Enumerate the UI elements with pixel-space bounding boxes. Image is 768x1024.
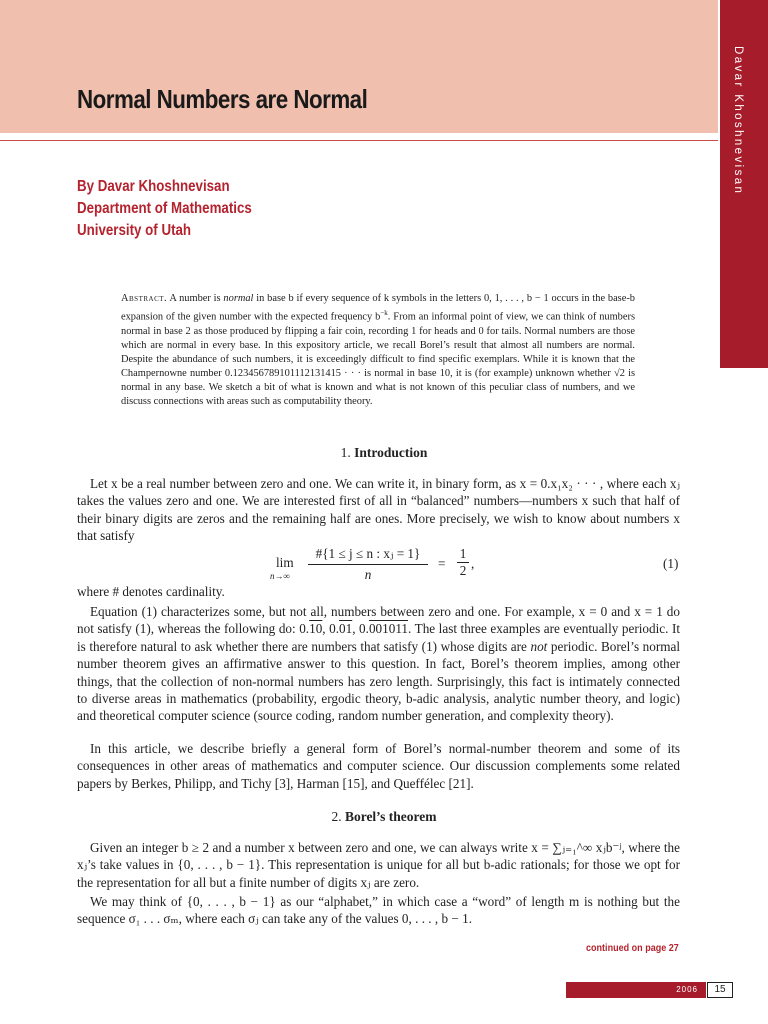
intro-paragraph-1 (77, 475, 680, 545)
eq-comma: , (471, 556, 475, 571)
abstract (121, 292, 635, 409)
intro-text-2c: periodic. Borel’s normal number theorem gives an affirmative answer to this question. In fact, Borel’s theorem implies, among other things, that the collection of non-normal numbers has zero length. Surprisingly, this fact is intimately connected to diverse areas in mathematics (probability, ergodic theory, b-adic analysis, analytic number theory, and logic) and theoretical computer science (source coding, random number generation, and complexity theory). (77, 638, 681, 724)
borel-paragraph-2 (77, 893, 680, 928)
side-tab-author: Davar Khoshnevisan (732, 46, 744, 196)
byline-department: Department of Mathematics (77, 200, 252, 217)
borel-text-1: Given an integer b ≥ 2 and a number x between zero and one, we can always write x = ∑ⱼ₌₁^∞ xⱼb⁻ʲ, where the xⱼ’s take values in {0, . . . , b − 1}. This representation is unique for all but b-adic rationals; for those we opt for the representation for all but a finite number of digits xⱼ are zero. (77, 840, 680, 890)
intro-paragraph-2 (77, 603, 680, 725)
section-heading-introduction (0, 445, 768, 461)
header-rule (0, 140, 718, 141)
borel-text-2: We may think of {0, . . . , b − 1} as our “alphabet,” in which case a “word” of length m is nothing but the sequence σ₁ . . . σₘ, where each σⱼ can take any of the values 0, . . . , b − 1. (77, 894, 680, 927)
repeating-digits-3: 001011 (368, 621, 409, 637)
eq-lim-sub: n→∞ (270, 571, 290, 581)
repeating-digits-1: 10 (309, 621, 323, 637)
byline (77, 176, 252, 242)
section-title: Borel’s theorem (344, 809, 437, 824)
eq-half-num: 1 (457, 546, 469, 563)
intro-text-2 (77, 603, 680, 725)
section-title: Introduction (354, 445, 428, 460)
footer-year: 2006 (676, 985, 698, 994)
emphasis-not: not (530, 638, 548, 654)
borel-paragraph-1 (77, 839, 680, 891)
section-number: 1. (340, 445, 351, 460)
sep-2: , 0. (352, 621, 369, 637)
eq-lim: lim (276, 555, 294, 570)
intro-text-2a: Equation (1) characterizes some, but not all, numbers between zero and one. For example, x = 0 and x = 1 do not satisfy (1), whereas the following do: 0. (77, 604, 680, 637)
intro-text-3: In this article, we describe briefly a general form of Borel’s normal-number theorem and some of its consequences in other areas of mathematics and computer science. Our discussion complements some related papers by Berkes, Philipp, and Tichy [3], Harman [15], and Queffélec [21]. (77, 741, 680, 791)
section-heading-borel (0, 809, 768, 825)
abstract-exponent: −k (380, 309, 388, 318)
eq-equals: = (438, 556, 446, 571)
eq-half (457, 546, 469, 579)
article-title: Normal Numbers are Normal (77, 84, 368, 114)
eq-denominator: n (364, 567, 372, 582)
equation-1 (270, 546, 690, 582)
side-tab (720, 0, 768, 368)
repeating-digits-2: 01 (339, 621, 353, 637)
abstract-normal-term: normal (223, 293, 254, 304)
intro-text-2b: . The last three examples are eventually periodic. It is therefore natural to ask whether there are numbers that satisfy (1) whose digits are (77, 621, 680, 654)
intro-paragraph-3 (77, 740, 680, 792)
byline-university: University of Utah (77, 222, 192, 239)
abstract-label: Abstract. (121, 293, 168, 304)
intro-paragraph-1b (77, 583, 680, 600)
page-number: 15 (707, 982, 733, 998)
intro-text-1: Let x be a real number between zero and one. We can write it, in binary form, as x = 0.x₁x₂ · · · , where each xⱼ takes the values zero and one. We are interested first of all in “balanced” numbers—numbers x such that half of their binary digits are zeros and the remaining half are ones. More precisely, we wish to know about numbers x that satisfy (77, 476, 680, 544)
eq-half-den: 2 (459, 563, 467, 578)
byline-author: By Davar Khoshnevisan (77, 178, 230, 195)
abstract-text-1: A number is (169, 293, 221, 304)
eq-tag: (1) (663, 556, 679, 571)
continued-link[interactable]: continued on page 27 (586, 942, 679, 954)
eq-fraction (308, 546, 428, 583)
abstract-text-2: in base b if every sequence of k symbols in the letters 0, 1, . . . , b − 1 occurs in the base-b expansion of the given number with the expected frequency b (121, 293, 635, 323)
abstract-text-3: . From an informal point of view, we can think of numbers normal in base 2 as those produced by flipping a fair coin, recording 1 for heads and 0 for tails. Normal numbers are those which are normal in every base. In this expository article, we recall Borel’s result that almost all numbers are normal. Despite the abundance of such numbers, it is exceedingly difficult to find specific exemplars. While it is known that the Champernowne number 0.123456789101112131415 · · · is normal in base 10, it is (for example) unknown whether √2 is normal in any base. We sketch a bit of what is known and what is not known of this peculiar class of numbers, and we discuss connections with areas such as computability theory. (121, 311, 635, 408)
eq-numerator: #{1 ≤ j ≤ n : xⱼ = 1} (308, 546, 428, 565)
section-number: 2. (331, 809, 342, 824)
sep-1: , 0. (322, 621, 340, 637)
intro-text-1b: where # denotes cardinality. (77, 584, 225, 599)
